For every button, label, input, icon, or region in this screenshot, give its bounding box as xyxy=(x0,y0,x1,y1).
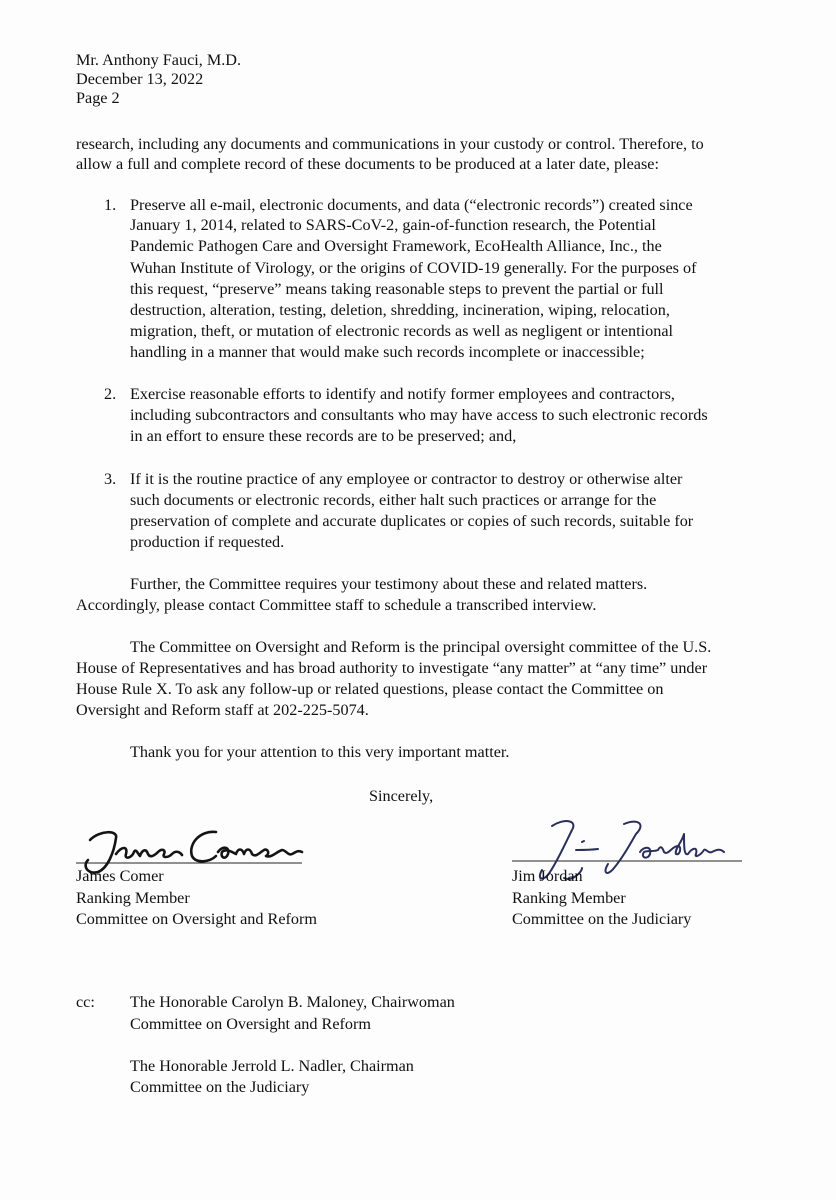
cc-recipient-committee: Committee on Oversight and Reform xyxy=(130,1015,371,1033)
list-item-line: such documents or electronic records, either halt such practices or arrange for the xyxy=(130,491,657,509)
list-item-line: Exercise reasonable efforts to identify and notify former employees and contractors, xyxy=(130,385,675,403)
list-item-line: this request, “preserve” means taking reasonable steps to prevent the partial or full xyxy=(130,280,664,298)
closing-salutation: Sincerely, xyxy=(369,787,434,805)
paragraph-line: Oversight and Reform staff at 202-225-5074. xyxy=(76,701,369,719)
list-item-line: including subcontractors and consultants who may have access to such electronic records xyxy=(130,406,708,424)
signatory-committee: Committee on Oversight and Reform xyxy=(76,910,317,928)
signatory-title: Ranking Member xyxy=(512,889,626,907)
cc-recipient-name: The Honorable Jerrold L. Nadler, Chairman xyxy=(130,1057,414,1075)
paragraph-line: Accordingly, please contact Committee staff to schedule a transcribed interview. xyxy=(76,596,597,614)
intro-line: research, including any documents and communications in your custody or control. Therefore, to xyxy=(76,135,704,153)
intro-line: allow a full and complete record of these documents to be produced at a later date, please: xyxy=(76,155,659,173)
list-item-line: in an effort to ensure these records are to be preserved; and, xyxy=(130,427,517,445)
list-item-line: destruction, alteration, testing, deletion, shredding, incineration, wiping, relocation, xyxy=(130,301,670,319)
list-item-number: 2. xyxy=(104,385,117,403)
paragraph-line: The Committee on Oversight and Reform is the principal oversight committee of the U.S. xyxy=(130,638,712,656)
signatory-title: Ranking Member xyxy=(76,889,190,907)
list-item-line: Wuhan Institute of Virology, or the origins of COVID-19 generally. For the purposes of xyxy=(130,259,697,277)
cc-label: cc: xyxy=(76,993,95,1011)
paragraph-line: Further, the Committee requires your testimony about these and related matters. xyxy=(130,575,648,593)
list-item-line: Pandemic Pathogen Care and Oversight Framework, EcoHealth Alliance, Inc., the xyxy=(130,237,662,255)
list-item-line: January 1, 2014, related to SARS-CoV-2, gain-of-function research, the Potential xyxy=(130,216,656,234)
paragraph-line: House Rule X. To ask any follow-up or related questions, please contact the Committee on xyxy=(76,680,664,698)
list-item-number: 1. xyxy=(104,196,117,214)
thanks-line: Thank you for your attention to this very important matter. xyxy=(130,743,510,761)
signatory-name: James Comer xyxy=(76,867,164,885)
paragraph-line: House of Representatives and has broad authority to investigate “any matter” at “any time” under xyxy=(76,659,708,677)
list-item-line: preservation of complete and accurate duplicates or copies of such records, suitable for xyxy=(130,512,694,530)
list-item-line: migration, theft, or mutation of electronic records as well as negligent or intentional xyxy=(130,322,674,340)
cc-recipient-committee: Committee on the Judiciary xyxy=(130,1078,310,1096)
page-number: Page 2 xyxy=(76,89,120,107)
list-item-line: If it is the routine practice of any employee or contractor to destroy or otherwise alter xyxy=(130,470,683,488)
list-item-line: Preserve all e-mail, electronic documents, and data (“electronic records”) created since xyxy=(130,196,693,214)
cc-recipient-name: The Honorable Carolyn B. Maloney, Chairwoman xyxy=(130,993,455,1011)
letter-date: December 13, 2022 xyxy=(76,70,204,88)
list-item-line: handling in a manner that would make such records incomplete or inaccessible; xyxy=(130,343,645,361)
list-item-number: 3. xyxy=(104,470,117,488)
recipient-name: Mr. Anthony Fauci, M.D. xyxy=(76,51,242,69)
list-item-line: production if requested. xyxy=(130,533,285,551)
signatory-name: Jim Jordan xyxy=(512,867,583,885)
signatory-committee: Committee on the Judiciary xyxy=(512,910,692,928)
